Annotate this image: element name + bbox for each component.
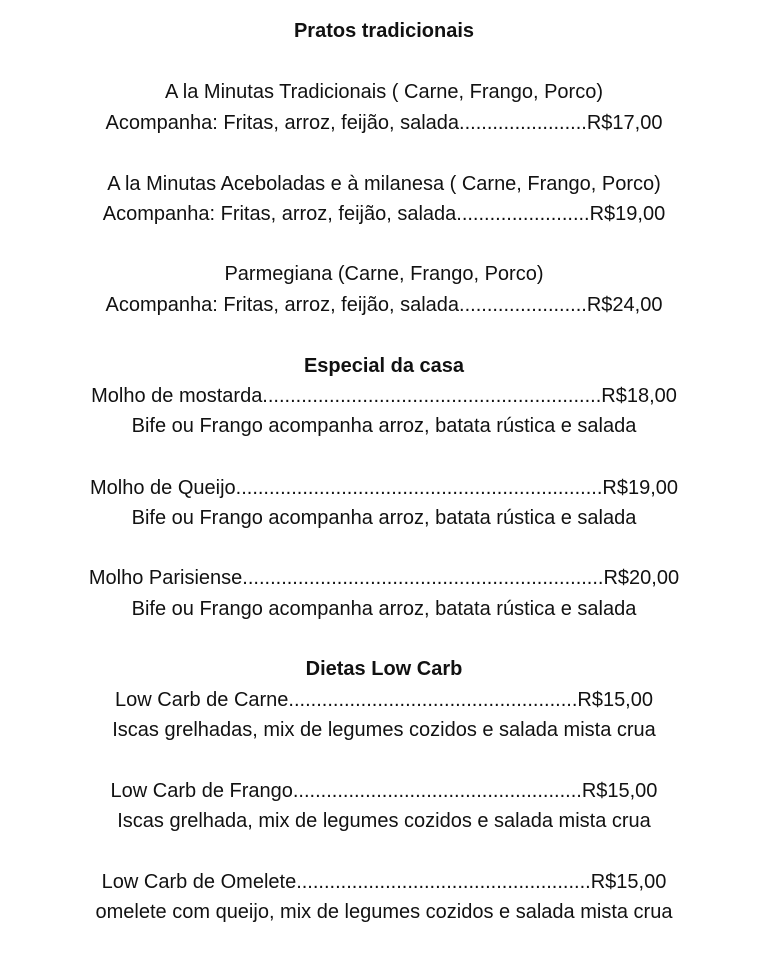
menu-item-name: A la Minutas Tradicionais ( Carne, Frango, Porco) bbox=[165, 81, 603, 103]
menu-item-description-price: Acompanha: Fritas, arroz, feijão, salada........................R$19,00 bbox=[102, 203, 666, 225]
menu-item-description: Bife ou Frango acompanha arroz, batata rústica e salada bbox=[131, 598, 637, 620]
menu-item-name-price: Molho de mostarda.............................................................R$18,00 bbox=[91, 385, 677, 407]
menu-item-name-price: Molho Parisiense.................................................................R$20,00 bbox=[88, 567, 680, 589]
menu-item-description: Iscas grelhadas, mix de legumes cozidos e salada mista crua bbox=[112, 719, 656, 741]
menu-item-description-price: Acompanha: Fritas, arroz, feijão, salada.......................R$24,00 bbox=[105, 294, 663, 316]
menu-item-description: omelete com queijo, mix de legumes cozidos e salada mista crua bbox=[95, 901, 673, 923]
menu-item-description: Bife ou Frango acompanha arroz, batata rústica e salada bbox=[131, 415, 637, 437]
section-title-dietas-low-carb: Dietas Low Carb bbox=[305, 658, 463, 680]
menu-item-name-price: Low Carb de Frango....................................................R$15,00 bbox=[110, 780, 658, 802]
menu-item-name-price: Molho de Queijo..................................................................R$19,00 bbox=[90, 477, 678, 499]
menu-item-description-price: Acompanha: Fritas, arroz, feijão, salada.......................R$17,00 bbox=[105, 112, 663, 134]
menu-item-description: Iscas grelhada, mix de legumes cozidos e salada mista crua bbox=[117, 810, 651, 832]
menu-item-description: Bife ou Frango acompanha arroz, batata rústica e salada bbox=[131, 507, 637, 529]
menu-item-name: A la Minutas Aceboladas e à milanesa ( Carne, Frango, Porco) bbox=[107, 173, 661, 195]
section-title-especial-da-casa: Especial da casa bbox=[303, 355, 465, 377]
menu-item-name-price: Low Carb de Carne....................................................R$15,00 bbox=[115, 689, 653, 711]
section-title-pratos-tradicionais: Pratos tradicionais bbox=[293, 20, 475, 42]
menu-item-name: Parmegiana (Carne, Frango, Porco) bbox=[224, 263, 544, 285]
menu-item-name-price: Low Carb de Omelete.....................................................R$15,00 bbox=[101, 871, 667, 893]
